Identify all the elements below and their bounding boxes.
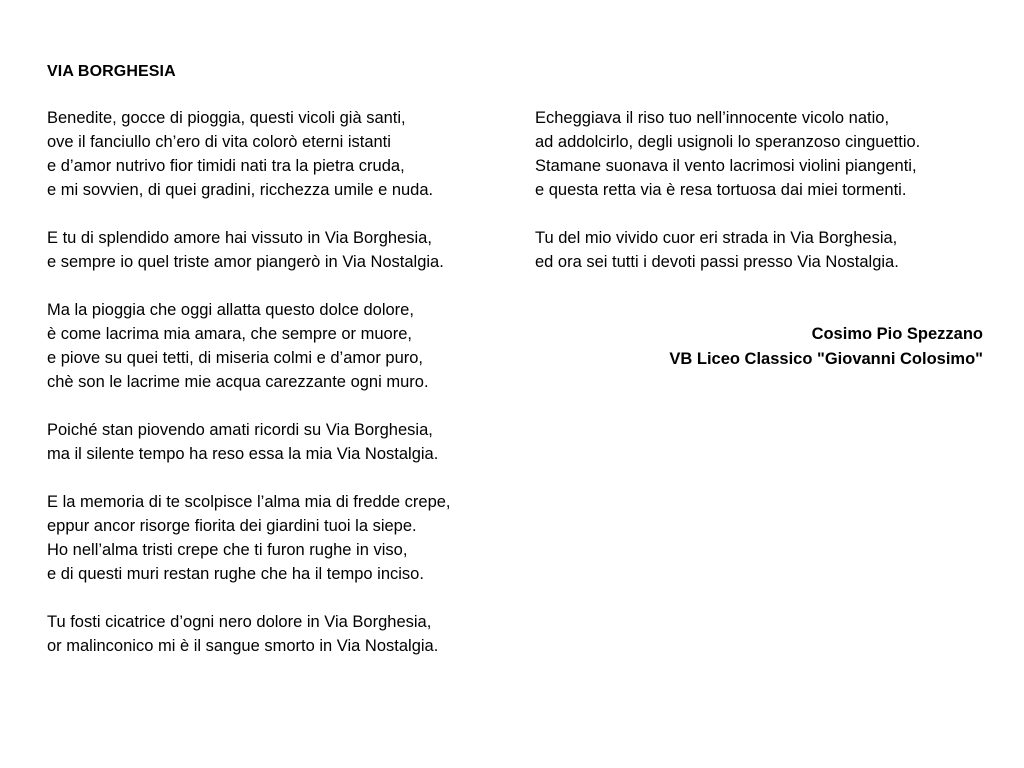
poem-line: e questa retta via è resa tortuosa dai miei tormenti. bbox=[535, 181, 907, 199]
stanza bbox=[535, 106, 995, 202]
poem-line: Ma la pioggia che oggi allatta questo dolce dolore, bbox=[47, 301, 414, 319]
poem-line: e d’amor nutrivo fior timidi nati tra la pietra cruda, bbox=[47, 157, 405, 175]
poem-line: e piove su quei tetti, di miseria colmi e d’amor puro, bbox=[47, 349, 424, 367]
poem-line: e mi sovvien, di quei gradini, ricchezza umile e nuda. bbox=[47, 181, 434, 199]
poem-line: E tu di splendido amore hai vissuto in Via Borghesia, bbox=[47, 229, 432, 247]
poem-line: Stamane suonava il vento lacrimosi violini piangenti, bbox=[535, 157, 917, 175]
poem-line: Echeggiava il riso tuo nell’innocente vicolo natio, bbox=[535, 109, 890, 127]
stanza bbox=[47, 106, 517, 202]
poem-line: Poiché stan piovendo amati ricordi su Via Borghesia, bbox=[47, 421, 433, 439]
poem-line: or malinconico mi è il sangue smorto in Via Nostalgia. bbox=[47, 637, 439, 655]
right-column bbox=[535, 106, 995, 298]
poem-line: ad addolcirlo, degli usignoli lo speranzoso cinguettio. bbox=[535, 133, 921, 151]
poem-line: Tu del mio vivido cuor eri strada in Via Borghesia, bbox=[535, 229, 898, 247]
stanza bbox=[47, 226, 517, 274]
poem-line: Tu fosti cicatrice d’ogni nero dolore in Via Borghesia, bbox=[47, 613, 432, 631]
poem-line: E la memoria di te scolpisce l’alma mia di fredde crepe, bbox=[47, 493, 451, 511]
stanza bbox=[47, 298, 517, 394]
author-name: Cosimo Pio Spezzano bbox=[811, 325, 983, 343]
poem-line: Ho nell’alma tristi crepe che ti furon rughe in viso, bbox=[47, 541, 408, 559]
poem-line: ove il fanciullo ch’ero di vita colorò eterni istanti bbox=[47, 133, 391, 151]
poem-line: eppur ancor risorge fiorita dei giardini tuoi la siepe. bbox=[47, 517, 417, 535]
stanza bbox=[535, 226, 995, 274]
poem-line: e di questi muri restan rughe che ha il tempo inciso. bbox=[47, 565, 424, 583]
stanza bbox=[47, 418, 517, 466]
poem-line: ma il silente tempo ha reso essa la mia Via Nostalgia. bbox=[47, 445, 439, 463]
poem-line: Benedite, gocce di pioggia, questi vicoli già santi, bbox=[47, 109, 406, 127]
poem-line: ed ora sei tutti i devoti passi presso Via Nostalgia. bbox=[535, 253, 899, 271]
poem-line: è come lacrima mia amara, che sempre or muore, bbox=[47, 325, 412, 343]
left-column bbox=[47, 106, 517, 682]
poem-line: chè son le lacrime mie acqua carezzante ogni muro. bbox=[47, 373, 429, 391]
poem-line: e sempre io quel triste amor piangerò in Via Nostalgia. bbox=[47, 253, 444, 271]
poem-title: VIA BORGHESIA bbox=[47, 63, 176, 80]
stanza bbox=[47, 610, 517, 658]
signature bbox=[669, 322, 983, 372]
school-name: VB Liceo Classico "Giovanni Colosimo" bbox=[669, 350, 983, 368]
stanza bbox=[47, 490, 517, 586]
